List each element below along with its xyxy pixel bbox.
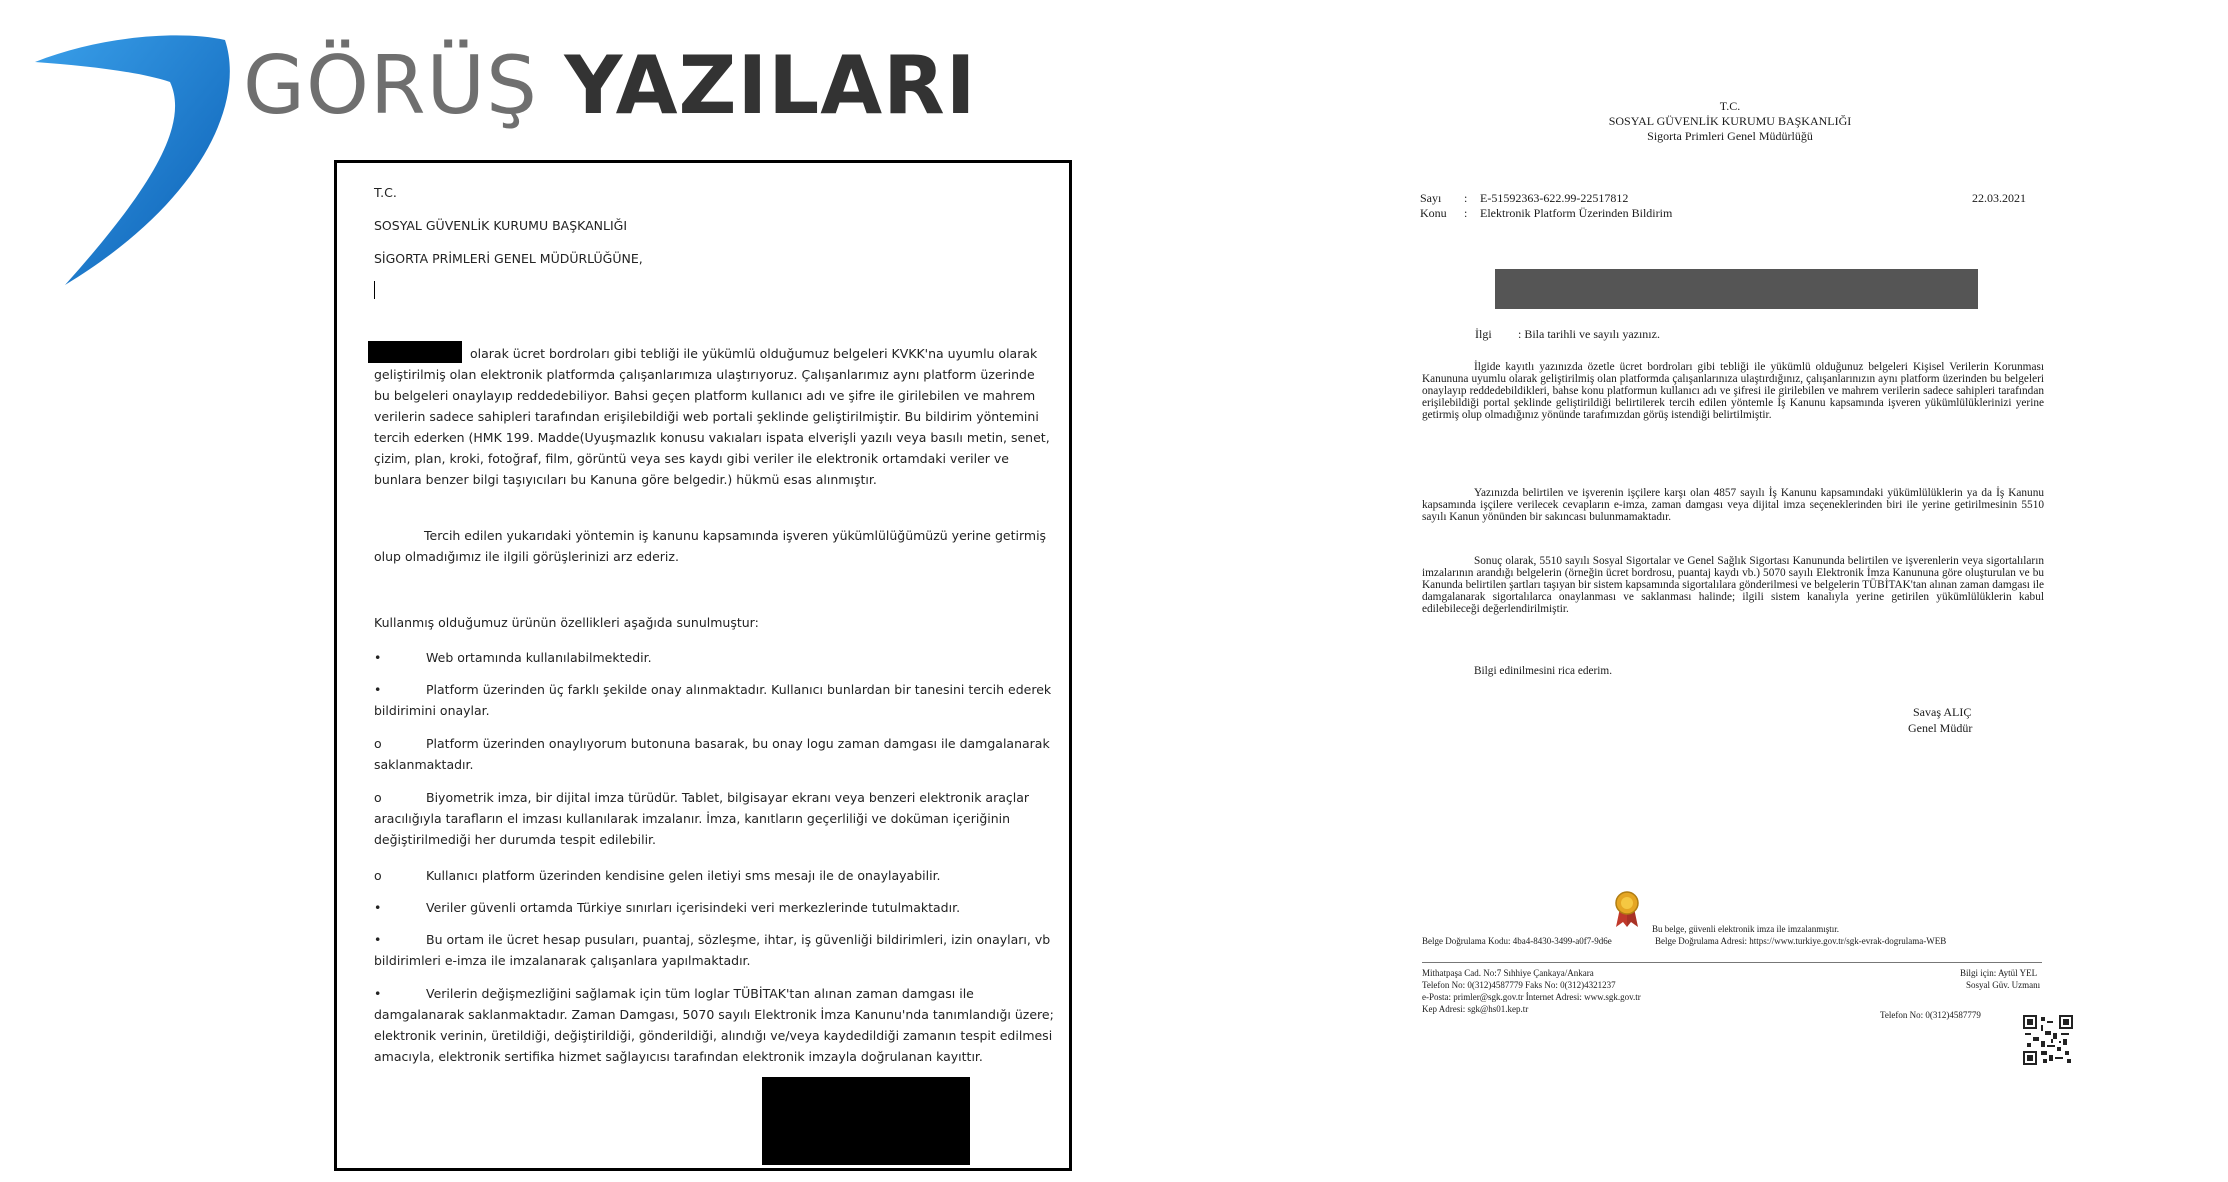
letter-header-institution: SOSYAL GÜVENLİK KURUMU BAŞKANLIĞI	[1608, 114, 1852, 128]
konu-colon: :	[1464, 206, 1468, 220]
e-signature-seal-icon	[1612, 890, 1642, 928]
feature-item	[374, 983, 1054, 1067]
feature-subitem	[374, 787, 1054, 850]
qr-code-icon	[2023, 1015, 2073, 1065]
feature-item-text: Veriler güvenli ortamda Türkiye sınırları içerisindeki veri merkezlerinde tutulmaktadır.	[426, 900, 961, 915]
letter-line-tc: T.C.	[374, 185, 397, 200]
ilgi-value: : Bila tarihli ve sayılı yazınız.	[1518, 327, 1660, 341]
contact-phone: Telefon No: 0(312)4587779	[1880, 1010, 1981, 1020]
letter-line-institution: SOSYAL GÜVENLİK KURUMU BAŞKANLIĞI	[374, 218, 628, 233]
letter-paragraph-2	[374, 525, 1054, 567]
circle-marker: o	[374, 790, 382, 805]
feature-item-text: Kullanıcı platform üzerinden kendisine gelen iletiyi sms mesajı ile de onaylayabilir.	[426, 868, 941, 883]
contact-person: Bilgi için: Aytül YEL	[1960, 968, 2038, 978]
bullet-marker: •	[374, 650, 382, 665]
feature-subitem	[374, 733, 1054, 775]
bullet-marker: •	[374, 682, 382, 697]
text-cursor	[374, 281, 375, 299]
signer-title: Genel Müdür	[1908, 721, 1973, 735]
feature-item	[374, 929, 1054, 971]
letter-body-paragraph-4	[1422, 665, 2044, 677]
letter-body-paragraph-2	[1422, 487, 2044, 523]
letter-paragraph-2-text: Tercih edilen yukarıdaki yöntemin iş kanunu kapsamında işveren yükümlülüğümüzü yerine getirmiş olup olmadığımız ile ilgili görüşlerinizi arz ederiz.	[374, 528, 1047, 564]
footer-phone: Telefon No: 0(312)4587779 Faks No: 0(312)4321237	[1422, 980, 1616, 990]
circle-marker: o	[374, 736, 382, 751]
letter-paragraph-1	[374, 343, 1054, 490]
sgk-response-letter	[1400, 95, 2100, 1095]
brand-title-light: GÖRÜŞ	[243, 39, 538, 132]
feature-item-text: Platform üzerinden üç farklı şekilde onay alınmaktadır. Kullanıcı bunlardan bir tanesini tercih ederek bildirimini onaylar.	[374, 682, 1052, 718]
letter-date: 22.03.2021	[1972, 191, 2026, 205]
letter-header-tc: T.C.	[1719, 99, 1741, 113]
bullet-marker: •	[374, 932, 382, 947]
feature-subitem	[374, 865, 1054, 886]
footer-email-web: e-Posta: primler@sgk.gov.tr İnternet Adresi: www.sgk.gov.tr	[1422, 992, 1641, 1002]
feature-item	[374, 679, 1054, 721]
footer-address: Mithatpaşa Cad. No:7 Sıhhiye Çankaya/Ankara	[1422, 968, 1594, 978]
ilgi-label: İlgi	[1475, 327, 1492, 341]
features-intro: Kullanmış olduğumuz ürünün özellikleri aşağıda sunulmuştur:	[374, 615, 759, 630]
letter-body-text: İlgide kayıtlı yazınızda özetle ücret bordroları gibi tebliği ile yükümlü olduğunuz belgeleri Kişisel Verilerin Korunması Kanununa uyumlu olarak geliştirilmiş olan platformda çalışanlarınıza ulaştırdığınız, çalışanlarınızın aynı platform üzerinden bu belgeleri onaylayıp reddedebildikleri, bahse konu platformun kullanıcı adı ve şifresi ile girilebilen ve mahrem verilerin sadece sahipleri tarafından erişilebildiği portal şeklinde geliştirildiği belirtilerek tercih edilen yöntemle İş Kanunu kapsamında işveren yükümlülüklerinizi yerine getirmiş olup olmadığınız yönünde tarafımızdan görüş istendiği belirtilmiştir.	[1422, 361, 2044, 421]
feature-item	[374, 647, 1054, 668]
letter-body-paragraph-3	[1422, 555, 2044, 615]
sayi-label: Sayı	[1420, 191, 1442, 205]
konu-label: Konu	[1420, 206, 1447, 220]
feature-item-text: Verilerin değişmezliğini sağlamak için tüm loglar TÜBİTAK'tan alınan zaman damgası ile damgalanarak saklanmaktadır. Zaman Damgası, 5070 sayılı Elektronik İmza Kanunu'nda tanımlandığı üzere; elektronik verinin, üretildiği, değiştirildiği, gönderildiği, alındığı ve/veya kaydedildiği zamanın tespit edilmesi amacıyla, elektronik sertifika hizmet sağlayıcısı tarafından elektronik imzayla doğrulanan kayıttır.	[374, 986, 1054, 1064]
footer-divider	[1422, 962, 2042, 963]
signature-redaction-block	[762, 1077, 970, 1165]
signer-name: Savaş ALIÇ	[1913, 705, 1972, 719]
sayi-value: E-51592363-622.99-22517812	[1480, 191, 1629, 205]
letter-line-department: SİGORTA PRİMLERİ GENEL MÜDÜRLÜĞÜNE,	[374, 251, 643, 266]
letter-body-paragraph-1	[1422, 361, 2044, 421]
verification-address: Belge Doğrulama Adresi: https://www.turkiye.gov.tr/sgk-evrak-dogrulama-WEB	[1655, 936, 1947, 946]
e-signature-note: Bu belge, güvenli elektronik imza ile imzalanmıştır.	[1652, 924, 1839, 934]
petition-letter	[334, 160, 1072, 1171]
feature-item-text: Web ortamında kullanılabilmektedir.	[426, 650, 652, 665]
feature-item-text: Bu ortam ile ücret hesap pusuları, puantaj, sözleşme, ihtar, iş güvenliği bildirimleri, izin onayları, vb bildirimleri e-imza ile imzalanarak çalışanlara yapılmaktadır.	[374, 932, 1051, 968]
bullet-marker: •	[374, 900, 382, 915]
feature-item-text: Biyometrik imza, bir dijital imza türüdür. Tablet, bilgisayar ekranı veya benzeri elektronik araçlar aracılığıyla tarafların el imzası kullanılarak imzalanır. İmza, kanıtların geçerliliği ve doküman içeriğinin değiştirilmediği her durumda tespit edilebilir.	[374, 790, 1030, 847]
brand-title	[243, 34, 977, 138]
konu-value: Elektronik Platform Üzerinden Bildirim	[1480, 206, 1673, 220]
sayi-colon: :	[1464, 191, 1468, 205]
bullet-marker: •	[374, 986, 382, 1001]
gorus-logo-icon	[30, 30, 230, 290]
letter-header-department: Sigorta Primleri Genel Müdürlüğü	[1647, 129, 1813, 143]
letter-body-text: Bilgi edinilmesini rica ederim.	[1474, 665, 1613, 677]
circle-marker: o	[374, 868, 382, 883]
footer-kep: Kep Adresi: sgk@hs01.kep.tr	[1422, 1004, 1529, 1014]
brand-title-bold: YAZILARI	[564, 39, 977, 132]
feature-item	[374, 897, 1054, 918]
letter-body-text: Sonuç olarak, 5510 sayılı Sosyal Sigortalar ve Genel Sağlık Sigortası Kanununda belirtilen ve işverenlerin veya sigortalıların imzalarının arandığı belgelerin (örneğin ücret bordrosu, puantaj kaydı vb.) 5070 sayılı Elektronik İmza Kanununa göre oluşturulan ve bu Kanunda belirtilen şartları taşıyan bir sistem kapsamında sigortalılara gönderilmesi ve belgelerin TÜBİTAK'tan alınan zaman damgası ile damgalanarak sigortalılarca onaylanması ve saklanması halinde; ilgili sistem kanalıyla yerine getirilen yükümlülüklerin kabul edilebileceği değerlendirilmiştir.	[1422, 555, 2044, 615]
letter-body-text: Yazınızda belirtilen ve işverenin işçilere karşı olan 4857 sayılı İş Kanunu kapsamındaki yükümlülüklerin ya da İş Kanunu kapsamında işçilere verilecek cevapların e-imza, zaman damgası veya dijital imza seçeneklerinden biri ile yerine getirilmesinin 5510 sayılı Kanun yönünden bir sakıncası bulunmamaktadır.	[1422, 487, 2044, 523]
recipient-redaction-bar	[1495, 269, 1978, 309]
verification-code: Belge Doğrulama Kodu: 4ba4-8430-3499-a0f7-9d6e	[1422, 936, 1612, 946]
contact-title: Sosyal Güv. Uzmanı	[1966, 980, 2041, 990]
letter-paragraph-1-text: olarak ücret bordroları gibi tebliği ile yükümlü olduğumuz belgeleri KVKK'na uyumlu olarak geliştirilmiş olan elektronik platformda çalışanlarımıza ulaştırıyoruz. Çalışanlarımız aynı platform üzerinde bu belgeleri onaylayıp reddedebiliyor. Bahsi geçen platform kullanıcı adı ve şifre ile girilebilen ve mahrem verilerin sadece sahipleri tarafından erişilebildiği web portali şeklinde geliştirilmiştir. Bu bildirim yöntemini tercih ederken (HMK 199. Madde(Uyuşmazlık konusu vakıaları ispata elverişli yazılı veya basılı metin, senet, çizim, plan, kroki, fotoğraf, film, görüntü veya ses kaydı gibi veriler ile elektronik ortamdaki veriler ve bunlara benzer bilgi taşıyıcıları bu Kanuna göre belgedir.) hükmü esas alınmıştır.	[374, 346, 1050, 487]
feature-item-text: Platform üzerinden onaylıyorum butonuna basarak, bu onay logu zaman damgası ile damgalanarak saklanmaktadır.	[374, 736, 1050, 772]
